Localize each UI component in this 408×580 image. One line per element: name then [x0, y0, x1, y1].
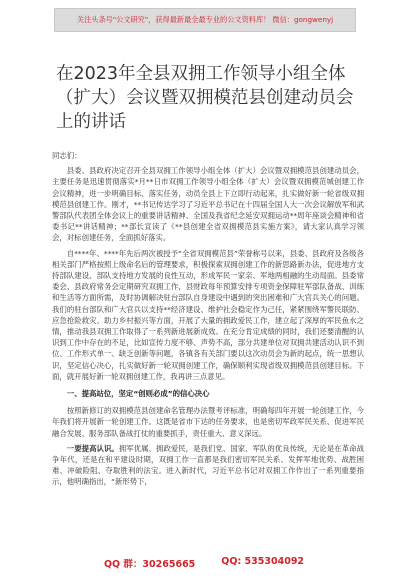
paragraph-3: 按照新修订的双拥模范县创建命名管理办法暨考评标准，明确每四年开展一轮创建工作，今年我们将开展新一轮创建工作。这既是省市下达的任务要求，也是密切军政军民关系、促进军民融合发展、服务部队备战打仗的重要抓手，责任重大、意义深远。	[52, 406, 364, 438]
salutation: 同志们：	[52, 151, 82, 160]
footer-qq-group: QQ 群：30265665	[103, 559, 196, 570]
document-title: 在2023年全县双拥工作领导小组全体（扩大）会议暨双拥模范县创建动员会上的讲话	[56, 64, 354, 132]
document-body	[52, 150, 364, 492]
paragraph-4-text: 拥军优属、拥政爱民，是我们党、国家、军队的优良传统，无论是在革命战争年代，还是在和平建设时期，双拥工作一直都是我们密切军民关系、发挥军地优势、战胜困难、冲破险阻、夺取胜利的法宝。进入新时代，习近平总书记对双拥工作作出了一系列重要指示，他明确指出，“新形势下，	[52, 443, 364, 487]
footer-contact	[0, 556, 408, 574]
section-heading-1: 一、提高站位，坚定“创则必成”的信心决心	[66, 389, 210, 399]
paragraph-4-lead: 一要提高认识。	[66, 443, 119, 453]
banner-wechat-text: 微信：gongwenyj	[272, 15, 334, 24]
paragraph-2: 自****年、****年先后两次被授予“全省双拥模范县”荣誉称号以来，县委、县政府及各级各相关部门严格按照上级命名后的管理要求，积极探索双拥创建工作的新思路新办法，促进地方支持部队建设、部队支持地方发展的良性互动，形成军民一家亲、军地两相融的生动局面。县委常委会、县政府常务会定期研究双拥工作，县财政每年预算安排专项资金保障驻军部队备战、训练和生活等方面所需，及时协调解决驻台部队自身建设中遇到的突出困难和广大官兵关心的问题。我们的驻台部队和广大官兵以支持**经济建设、维护社会稳定作为己任，紧紧围绕军警民联防、应急抢险救灾、助力乡村振兴等方面，开展了大量的拥政爱民工作，建立起了深厚的军民鱼水之情，推动我县双拥工作取得了一系列新进展新成效。在充分肯定成绩的同时，我们还要清醒的认识到工作中存在的不足，比如宣传力度不够、声势不高，部分共建单位对双拥共建活动认识不到位、工作形式单一、缺乏创新等问题，各镇各有关部门要以这次动员会为新的起点，统一思想认识，坚定信心决心，扎实做好新一轮双拥创建工作，确保顺利实现省级双拥模范县创建目标。下面，就开展好新一轮双拥创建工作，我再讲三点意见。	[52, 248, 364, 381]
banner-promo-text: 关注头条号"公文研究"，获得最新最全最专业的公文资料库！	[76, 15, 271, 24]
footer-qq: QQ: 535304092	[221, 556, 305, 567]
paragraph-1: 县委、县政府决定召开全县双拥工作领导小组全体（扩大）会议暨双拥模范县创建动员会，主要任务是迅速贯彻落实*月**日市双拥工作领导小组全体（扩大）会议暨双拥模范城创建工作会议精神，进一步明确目标、落实任务，动员全县上下立即行动起来，扎实做好新一轮省级双拥模范县创建工作。刚才，**书记传达学习了习近平总书记在十四届全国人大一次会议解放军和武警部队代表团全体会议上的重要讲话精神、全国及我省纪念延安双拥运动**周年座谈会精神和省委书记**讲话精神；**部长宣读了《**县创建全省双拥模范县实施方案》，请大家认真学习领会，对标创建任务，全面抓好落实。	[52, 166, 364, 243]
paragraph-4	[52, 443, 364, 488]
header-banner	[54, 8, 356, 32]
